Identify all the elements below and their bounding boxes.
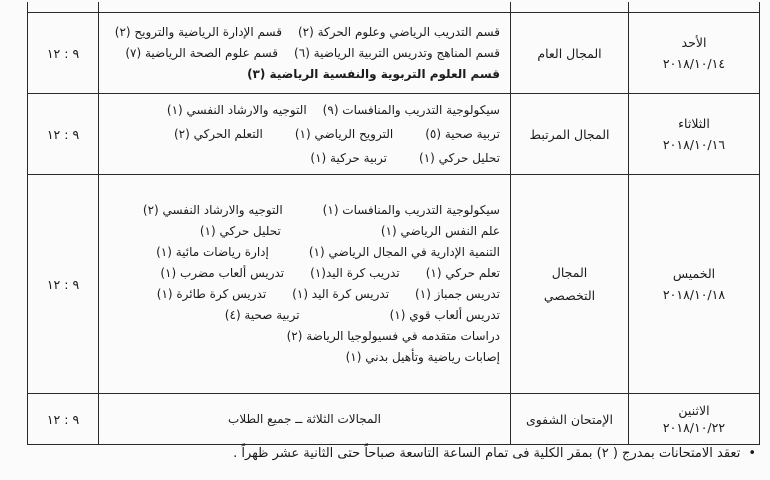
subjects-cell [99, 13, 511, 94]
subject-item: التوجيه والارشاد النفسي (٢) [142, 203, 283, 217]
time-cell: ٩ : ١٢ [28, 94, 99, 175]
day-cell [629, 394, 760, 445]
day-date: ٢٠١٨/١٠/١٤ [662, 56, 726, 71]
subject-item: تدريس ألعاب قوي (١) [389, 308, 500, 322]
subject-item: تعلم حركي (١) [425, 266, 500, 280]
subject-item: قسم الإدارة الرياضية والترويح (٢) [114, 24, 282, 39]
subjects-cell: المجالات الثلاثة ــ جميع الطلاب [99, 394, 511, 445]
table-row [28, 394, 760, 445]
day-date: ٢٠١٨/١٠/١٦ [662, 137, 726, 152]
subject-item: قسم التدريب الرياضي وعلوم الحركة (٢) [297, 24, 500, 39]
field-cell: المجال العام [511, 13, 629, 94]
subject-item: التوجيه والارشاد النفسي (١) [166, 103, 307, 117]
subject-line [109, 326, 500, 347]
subject-item: الترويح الرياضي (١) [294, 127, 394, 141]
subject-item: تحليل حركي (١) [199, 224, 281, 238]
day-name: الخميس [672, 266, 716, 281]
subject-item: تدريس كرة اليد (١) [292, 287, 390, 301]
table-top-edge-row [28, 2, 760, 13]
subject-line [109, 122, 500, 146]
subject-item: سيكولوجية التدريب والمنافسات (٩) [322, 103, 500, 117]
subject-item: تربية صحية (٤) [224, 308, 300, 322]
subject-item: علم النفس الرياضي (١) [380, 224, 500, 238]
subjects-cell [99, 94, 511, 175]
table-row [28, 94, 760, 175]
subject-line [109, 284, 500, 305]
exam-schedule-table [27, 2, 760, 445]
day-date: ٢٠١٨/١٠/٢٢ [662, 420, 726, 435]
subject-line [109, 146, 500, 170]
subject-line [109, 22, 500, 43]
subject-line [109, 347, 500, 368]
day-name: الثلاثاء [678, 116, 710, 131]
subject-item: سيكولوجية التدريب والمنافسات (١) [322, 203, 500, 217]
table-row [28, 13, 760, 94]
subjects-cell [99, 175, 511, 394]
subject-line [109, 43, 500, 64]
day-name: الاثنين [678, 403, 710, 418]
day-cell [629, 94, 760, 175]
field-label-line2: التخصصي [543, 288, 596, 303]
subject-line [109, 200, 500, 221]
subject-line [109, 242, 500, 263]
field-label-line1: المجال [551, 265, 588, 280]
day-cell [629, 13, 760, 94]
subject-item: تدريب كرة اليد(١) [310, 266, 400, 280]
subject-item: تدريس كرة طائرة (١) [156, 287, 267, 301]
field-cell: الإمتحان الشفوى [511, 394, 629, 445]
subject-item: التنمية الإدارية في المجال الرياضي (١) [308, 245, 500, 259]
table-row [28, 175, 760, 394]
subject-item: إصابات رياضية وتأهيل بدني (١) [345, 350, 500, 364]
day-cell [629, 175, 760, 394]
note-text: تعقد الامتحانات بمدرج ( ٢) بمقر الكلية فى تمام الساعة التاسعة صباحاً حتى الثانية عشر ظهراً . [233, 446, 741, 461]
time-cell: ٩ : ١٢ [28, 175, 99, 394]
subject-item: تدريس ألعاب مضرب (١) [160, 266, 285, 280]
subject-item: التعلم الحركي (٢) [173, 127, 263, 141]
subject-line [109, 64, 500, 85]
time-cell: ٩ : ١٢ [28, 394, 99, 445]
subject-line [109, 221, 500, 242]
subject-item: تدريس جمباز (١) [415, 287, 500, 301]
subject-item: قسم علوم الصحة الرياضية (٧) [125, 45, 279, 60]
bullet-icon: • [748, 446, 756, 461]
exam-location-note [233, 446, 756, 461]
subject-item: تحليل حركي (١) [419, 151, 500, 165]
day-date: ٢٠١٨/١٠/١٨ [662, 287, 726, 302]
field-cell [511, 175, 629, 394]
day-name: الأحد [681, 35, 707, 50]
subject-line [109, 263, 500, 284]
field-cell: المجال المرتبط [511, 94, 629, 175]
subject-item: تربية حركية (١) [310, 151, 388, 165]
subject-item: دراسات متقدمه في فسيولوجيا الرياضة (٢) [286, 329, 500, 343]
subject-item: إدارة رياضات مائية (١) [156, 245, 269, 259]
subject-item: تربية صحية (٥) [425, 127, 500, 141]
subject-line [109, 98, 500, 122]
subject-item: قسم العلوم التربوية والنفسية الرياضية (٣) [247, 66, 500, 81]
time-cell: ٩ : ١٢ [28, 13, 99, 94]
subject-line [109, 305, 500, 326]
subject-item: قسم المناهج وتدريس التربية الرياضية (٦) [294, 45, 500, 60]
